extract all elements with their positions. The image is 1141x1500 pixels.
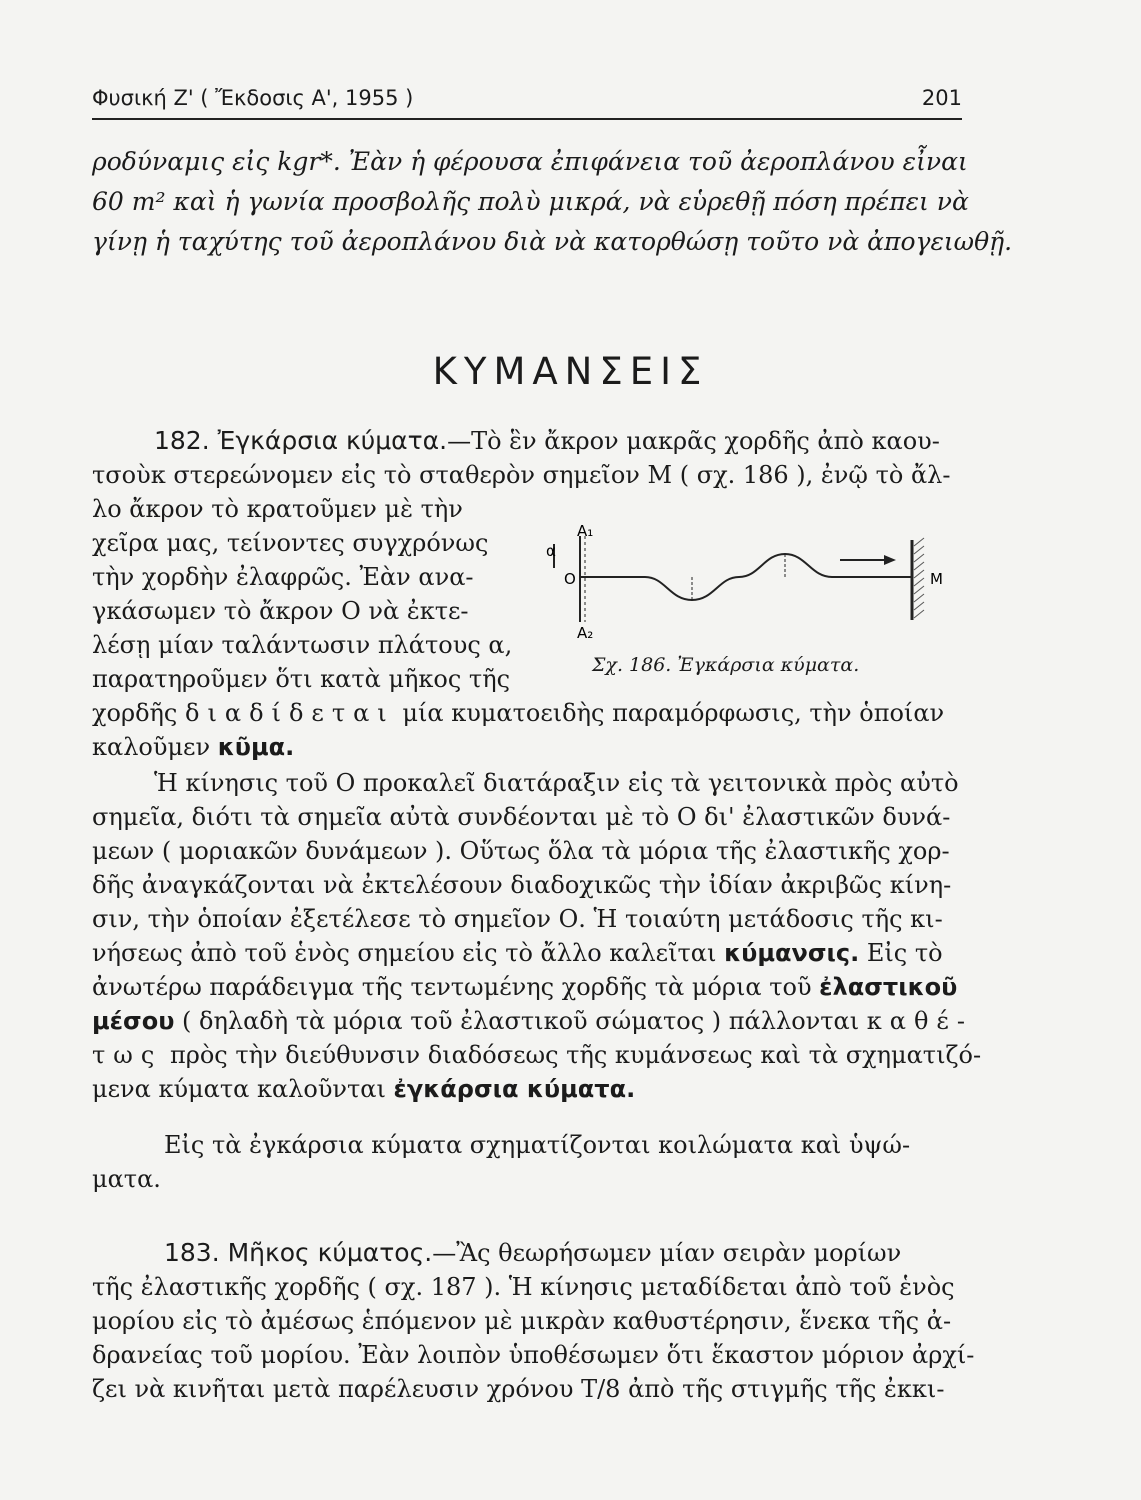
text-run: νήσεως ἀπὸ τοῦ ἑνὸς σημείου εἰς τὸ ἄλλο καλεῖται xyxy=(92,939,717,967)
text-line: μορίου εἰς τὸ ἀμέσως ἑπόμενον μὲ μικρὰν καθυστέρησιν, ἕνεκα τῆς ἀ- xyxy=(92,1307,952,1335)
spaced-word: τως xyxy=(92,1041,163,1069)
text-line xyxy=(92,1004,973,1038)
text-line xyxy=(92,1072,962,1106)
text-line: Ἡ κίνησις τοῦ Ο προκαλεῖ διατάραξιν εἰς τὰ γειτονικὰ πρὸς αὐτὸ xyxy=(154,769,959,797)
figure-caption: Σχ. 186. Ἐγκάρσια κύματα. xyxy=(592,654,860,676)
text-line: παρατηροῦμεν ὅτι κατὰ μῆκος τῆς xyxy=(92,665,511,693)
wave-diagram xyxy=(540,522,960,652)
section-heading: 182. Ἐγκάρσια κύματα. xyxy=(154,426,448,455)
key-term: ἐγκάρσια κύματα. xyxy=(393,1075,636,1103)
text-line xyxy=(92,970,962,1004)
text-run: μενα κύματα καλοῦνται xyxy=(92,1075,386,1103)
page-number: 201 xyxy=(921,86,962,110)
key-term: κύμανσις. xyxy=(724,939,860,967)
key-term: ἐλαστικοῦ xyxy=(819,973,958,1001)
text-run: ( δηλαδὴ τὰ μόρια τοῦ ἐλαστικοῦ σώματος ) πάλλονται xyxy=(182,1007,860,1035)
text-line: ζει νὰ κινῆται μετὰ παρέλευσιν χρόνου T/8 ἀπὸ τῆς στιγμῆς τῆς ἐκκι- xyxy=(92,1375,945,1403)
text-line: τὴν χορδὴν ἐλαφρῶς. Ἐὰν ανα- xyxy=(92,563,474,591)
text-line: σιν, τὴν ὁποίαν ἐξετέλεσε τὸ σημεῖον Ο. Ἡ τοιαύτη μετάδοσις τῆς κι- xyxy=(92,905,943,933)
text-line: μεων ( μοριακῶν δυνάμεων ). Οὕτως ὅλα τὰ μόρια τῆς ἐλαστικῆς χορ- xyxy=(92,837,950,865)
label-alpha: α xyxy=(546,542,556,560)
text-line: δρανείας τοῦ μορίου. Ἐὰν λοιπὸν ὑποθέσωμεν ὅτι ἕκαστον μόριον ἀρχί- xyxy=(92,1341,975,1369)
text-line: λέσῃ μίαν ταλάντωσιν πλάτους α, xyxy=(92,631,513,659)
key-term: κῦμα. xyxy=(217,733,295,761)
text-run: πρὸς τὴν διεύθυνσιν διαδόσεως τῆς κυμάνσεως καὶ τὰ σχηματιζό- xyxy=(169,1041,982,1069)
text-line xyxy=(92,730,962,764)
text-line: τσοὺκ στερεώνομεν εἰς τὸ σταθερὸν σημεῖον Μ ( σχ. 186 ), ἐνῷ τὸ ἄλ- xyxy=(92,461,951,489)
text-line xyxy=(92,424,962,458)
text-line: τῆς ἐλαστικῆς χορδῆς ( σχ. 187 ). Ἡ κίνησις μεταδίδεται ἀπὸ τοῦ ἑνὸς xyxy=(92,1273,955,1301)
text-line: χεῖρα μας, τείνοντες συγχρόνως xyxy=(92,529,489,557)
header-title: Φυσική Ζ' ( Ἔκδοσις Α', 1955 ) xyxy=(92,86,414,110)
arrow-head-icon xyxy=(884,555,896,565)
section-title: ΚΥΜΑΝΣΕΙΣ xyxy=(432,350,709,393)
text-line xyxy=(92,936,962,970)
wave-curve xyxy=(645,554,832,600)
text-run: —Ἂς θεωρήσωμεν μίαν σειρὰν μορίων xyxy=(432,1239,902,1267)
paragraph-wave-motion xyxy=(92,766,982,1106)
label-o: O xyxy=(564,570,576,588)
running-header xyxy=(92,78,962,120)
text-line: ματα. xyxy=(92,1165,161,1193)
text-line: σημεῖα, διότι τὰ σημεῖα αὐτὰ συνδέονται μὲ τὸ Ο δι' ἐλαστικῶν δυνά- xyxy=(92,803,951,831)
text-line: δῆς ἀναγκάζονται νὰ ἐκτελέσουν διαδοχικῶς τὴν ἰδίαν ἀκριβῶς κίνη- xyxy=(92,871,952,899)
figure-186 xyxy=(540,522,960,692)
text-line: γίνῃ ἡ ταχύτης τοῦ ἀεροπλάνου διὰ νὰ κατορθώσῃ τοῦτο νὰ ἀπογειωθῇ. xyxy=(92,227,1013,256)
label-m: M xyxy=(930,570,943,588)
text-line xyxy=(92,696,962,730)
text-run: χορδῆς xyxy=(92,699,178,727)
section-heading: 183. Μῆκος κύματος. xyxy=(164,1238,433,1267)
text-line xyxy=(92,1038,982,1072)
problem-continuation xyxy=(92,142,1013,262)
text-run: Εἰς τὸ xyxy=(866,939,943,967)
key-term: μέσου xyxy=(92,1007,175,1035)
spaced-word: καθέ- xyxy=(866,1007,973,1035)
text-line xyxy=(92,1236,962,1270)
section-183 xyxy=(92,1236,975,1406)
wall-hatching xyxy=(914,538,924,618)
text-line: γκάσωμεν τὸ ἄκρον Ο νὰ ἐκτε- xyxy=(92,597,469,625)
text-line: ροδύναμις εἰς kgr*. Ἐὰν ἡ φέρουσα ἐπιφάνεια τοῦ ἀεροπλάνου εἶναι xyxy=(92,147,968,176)
label-a2: A₂ xyxy=(577,624,594,642)
text-run: ἀνωτέρω παράδειγμα τῆς τεντωμένης χορδῆς τὰ μόρια τοῦ xyxy=(92,973,812,1001)
text-line: 60 m² καὶ ἡ γωνία προσβολῆς πολὺ μικρά, νὰ εὑρεθῇ πόση πρέπει νὰ xyxy=(92,187,969,216)
spaced-word: διαδίδεται xyxy=(185,699,395,727)
text-line: Εἰς τὰ ἐγκάρσια κύματα σχηματίζονται κοιλώματα καὶ ὑψώ- xyxy=(164,1131,911,1159)
label-a1: A₁ xyxy=(577,522,594,540)
paragraph-troughs-crests xyxy=(92,1128,962,1196)
text-run: μία κυματοειδὴς παραμόρφωσις, τὴν ὁποίαν xyxy=(402,699,945,727)
text-run: καλοῦμεν xyxy=(92,733,211,761)
text-line: λο ἄκρον τὸ κρατοῦμεν μὲ τὴν xyxy=(92,495,463,523)
text-run: —Τὸ ἓν ἄκρον μακρᾶς χορδῆς ἀπὸ καου- xyxy=(447,427,940,455)
